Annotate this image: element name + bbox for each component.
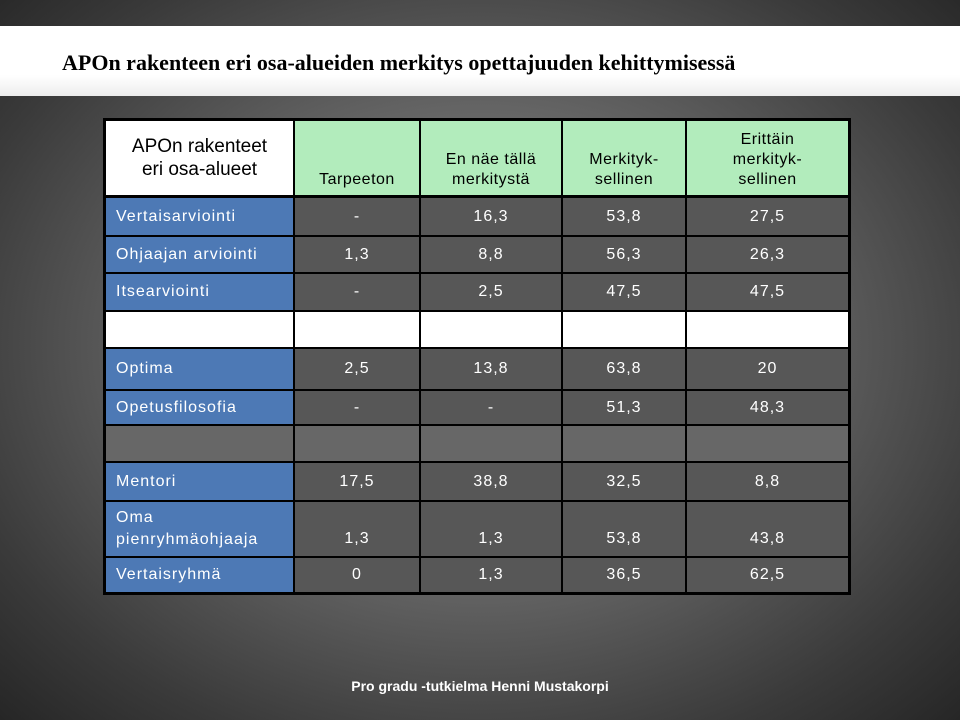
header-cell-merkityksellinen [563,121,685,195]
header-cell-tarpeeton [295,121,419,195]
table-cell: - [421,391,561,424]
header-line: sellinen [594,171,654,188]
row-label: Vertaisryhmä [106,558,293,592]
header-line: Merkityk- [589,151,659,168]
table-cell: 8,8 [687,463,848,500]
spacer-cell [687,312,848,347]
table-cell: - [295,391,419,424]
slide-title: APOn rakenteen eri osa-alueiden merkitys opettajuuden kehittymisessä [62,50,736,75]
table-cell: 48,3 [687,391,848,424]
table-cell: 38,8 [421,463,561,500]
results-table [103,118,851,595]
header-line: merkityk- [732,151,803,168]
spacer-cell [421,312,561,347]
table-cell: 32,5 [563,463,685,500]
header-line: En näe tällä [445,151,537,168]
title-bar [0,26,960,96]
table-cell: 43,8 [687,502,848,556]
spacer-cell [563,312,685,347]
table-cell: 26,3 [687,237,848,272]
row-label [106,502,293,556]
table-cell: 56,3 [563,237,685,272]
spacer-cell [563,426,685,461]
row-label: Optima [106,349,293,389]
table-cell: 13,8 [421,349,561,389]
table-cell: 1,3 [421,558,561,592]
header-cell-erittain [687,121,848,195]
header-line: eri osa-alueet [141,159,258,180]
footer-credit: Pro gradu -tutkielma Henni Mustakorpi [351,678,609,694]
row-label-line: Oma [116,509,154,526]
table-cell: 16,3 [421,198,561,235]
row-label: Itsearviointi [106,274,293,310]
table-cell: 47,5 [687,274,848,310]
table-cell: 1,3 [421,502,561,556]
spacer-cell [106,426,293,461]
table-cell: 27,5 [687,198,848,235]
table-cell: 17,5 [295,463,419,500]
spacer-cell [295,312,419,347]
table-cell: 2,5 [421,274,561,310]
table-cell: 20 [687,349,848,389]
header-line: merkitystä [452,171,530,188]
header-cell-en-nae [421,121,561,195]
table-cell: 53,8 [563,502,685,556]
table-cell: 51,3 [563,391,685,424]
table-cell: 36,5 [563,558,685,592]
spacer-cell [295,426,419,461]
header-line: APOn rakenteet [131,136,268,157]
row-label: Ohjaajan arviointi [106,237,293,272]
row-label: Opetusfilosofia [106,391,293,424]
table-cell: - [295,198,419,235]
table-cell: 1,3 [295,237,419,272]
table-cell: 63,8 [563,349,685,389]
header-line: Tarpeeton [319,171,395,188]
row-label-line: pienryhmäohjaaja [116,531,259,548]
table-cell: 1,3 [295,502,419,556]
spacer-cell [106,312,293,347]
table-cell: 47,5 [563,274,685,310]
table-cell: 8,8 [421,237,561,272]
table-cell: 53,8 [563,198,685,235]
header-cell-categories [106,121,293,195]
table-cell: 2,5 [295,349,419,389]
table-cell: 0 [295,558,419,592]
header-line: sellinen [738,171,797,188]
header-line: Erittäin [740,131,795,148]
spacer-cell [687,426,848,461]
table-cell: 62,5 [687,558,848,592]
row-label: Vertaisarviointi [106,198,293,235]
table-cell: - [295,274,419,310]
row-label: Mentori [106,463,293,500]
spacer-cell [421,426,561,461]
